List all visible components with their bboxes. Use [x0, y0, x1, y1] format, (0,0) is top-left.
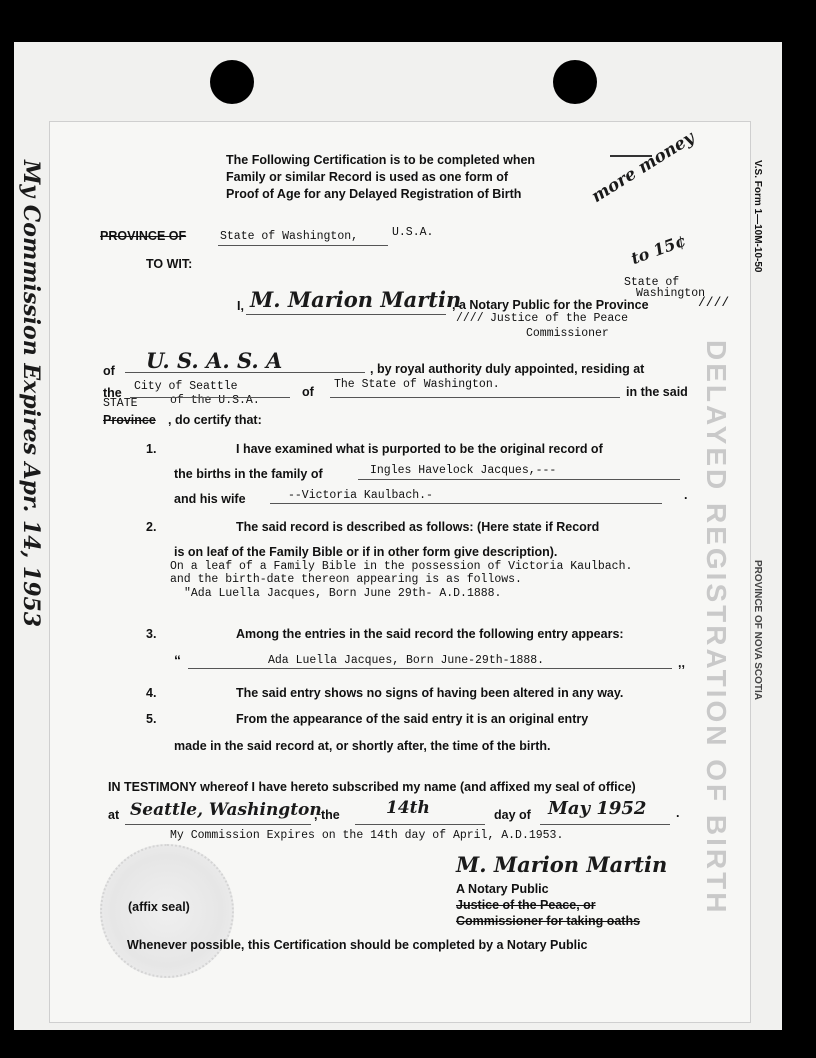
item-number: 5. — [146, 712, 157, 726]
at-label: at — [108, 808, 120, 822]
the-label: the — [103, 386, 122, 400]
of-label: of — [103, 364, 115, 378]
ghost-stamp: DELAYED REGISTRATION OF BIRTH — [701, 340, 732, 916]
notary-name: M. Marion Martin — [250, 287, 462, 312]
province-stamp: PROVINCE OF NOVA SCOTIA — [752, 560, 763, 701]
entry-text: Ada Luella Jacques, Born June-29th-1888. — [268, 654, 545, 667]
margin-handwriting: more money — [588, 127, 699, 207]
usa-text: U.S.A. — [392, 226, 434, 239]
i-label: I, — [237, 299, 244, 313]
city-value: City of Seattle — [134, 380, 238, 393]
header-line: Family or similar Record is used as one form of — [226, 170, 509, 184]
item2-text-2: is on leaf of the Family Bible or if in other form give description). — [174, 545, 558, 559]
of-label-2: of — [302, 385, 314, 399]
family-name: Ingles Havelock Jacques,--- — [370, 464, 557, 477]
place-underline — [125, 824, 311, 825]
name-underline — [246, 314, 446, 315]
slashes: //// — [698, 295, 730, 310]
notary-signature: M. Marion Martin — [456, 852, 668, 877]
item5-text: From the appearance of the said entry it is an original entry — [236, 712, 589, 726]
item-number: 2. — [146, 520, 157, 534]
notary-public: A Notary Public — [456, 882, 549, 896]
day-hand: 14th — [386, 798, 430, 818]
item5-text-2: made in the said record at, or shortly after, the time of the birth. — [174, 739, 551, 753]
city-underline — [130, 397, 290, 398]
punch-hole — [553, 60, 597, 104]
the-label-2: , the — [314, 808, 340, 822]
item1-text: I have examined what is purported to be the original record of — [236, 442, 603, 456]
wife-label: and his wife — [174, 492, 246, 506]
province-word: Province — [103, 413, 156, 427]
period: . — [684, 488, 688, 502]
form-header — [226, 152, 535, 203]
testimony-heading: IN TESTIMONY — [108, 780, 197, 794]
record-description: On a leaf of a Family Bible in the possession of Victoria Kaulbach. — [170, 560, 633, 573]
punch-hole — [210, 60, 254, 104]
item4-text: The said entry shows no signs of having been altered in any way. — [236, 686, 624, 700]
left-margin-handwriting: My Commission Expires Apr. 14, 1953 — [18, 160, 44, 628]
affix-seal: (affix seal) — [128, 900, 190, 914]
province-label: PROVINCE OF — [100, 229, 187, 243]
province-underline — [218, 245, 388, 246]
family-underline — [358, 479, 680, 480]
washington-text: Washington — [636, 287, 706, 300]
state-underline — [330, 397, 620, 398]
record-description: and the birth-date thereon appearing is as follows. — [170, 573, 522, 586]
wife-name: --Victoria Kaulbach.- — [288, 489, 433, 502]
item3-text: Among the entries in the said record the following entry appears: — [236, 627, 624, 641]
testimony-line — [108, 780, 636, 794]
of-value: U. S. A. S. A — [146, 348, 283, 373]
record-description: "Ada Luella Jacques, Born June 29th- A.D.1888. — [184, 587, 502, 600]
item2-text: The said record is described as follows: (Here state if Record — [236, 520, 600, 534]
item-number: 3. — [146, 627, 157, 641]
footer-note: Whenever possible, this Certification should be completed by a Notary Public — [127, 938, 588, 952]
month-year-hand: May 1952 — [548, 798, 647, 819]
entry-underline — [188, 668, 672, 669]
wife-underline — [270, 503, 662, 504]
margin-handwriting: to 15¢ — [628, 230, 689, 269]
state-of: State of — [624, 276, 680, 289]
commissioner-line: Commissioner — [526, 327, 609, 340]
month-underline — [540, 824, 670, 825]
form-number: V.S. Form 1—10M-10-50 — [752, 160, 763, 273]
period: . — [676, 806, 680, 820]
header-line: Proof of Age for any Delayed Registration of Birth — [226, 187, 522, 201]
day-label: day of — [494, 808, 531, 822]
jp-prefix: //// — [456, 312, 484, 325]
place-hand: Seattle, Washington — [130, 800, 322, 820]
jp-line: Justice of the Peace — [490, 312, 629, 325]
close-quote: ,, — [678, 656, 685, 670]
in-the-said: in the said — [626, 385, 688, 399]
day-underline — [355, 824, 485, 825]
births-label: the births in the family of — [174, 467, 323, 481]
state-value: The State of Washington. — [334, 378, 500, 391]
item-number: 1. — [146, 442, 157, 456]
notary-role: , a Notary Public for the Province — [452, 298, 649, 312]
of-the-usa: of the U.S.A. — [170, 394, 260, 407]
testimony-text: whereof I have hereto subscribed my name (and affixed my seal of office) — [196, 780, 636, 794]
to-wit: TO WIT: — [146, 257, 193, 271]
commissioner-struck: Commissioner for taking oaths — [456, 914, 641, 928]
item-number: 4. — [146, 686, 157, 700]
open-quote: “ — [174, 652, 181, 668]
commission-text: My Commission Expires on the 14th day of April, A.D.1953. — [170, 829, 564, 842]
state-label: STATE — [103, 397, 138, 410]
of-underline — [125, 372, 365, 373]
authority-text: , by royal authority duly appointed, residing at — [370, 362, 645, 376]
header-line: The Following Certification is to be completed when — [226, 153, 536, 167]
jp-struck: Justice of the Peace, or — [456, 898, 596, 912]
province-value: State of Washington, — [220, 230, 359, 243]
certify-text: , do certify that: — [168, 413, 262, 427]
